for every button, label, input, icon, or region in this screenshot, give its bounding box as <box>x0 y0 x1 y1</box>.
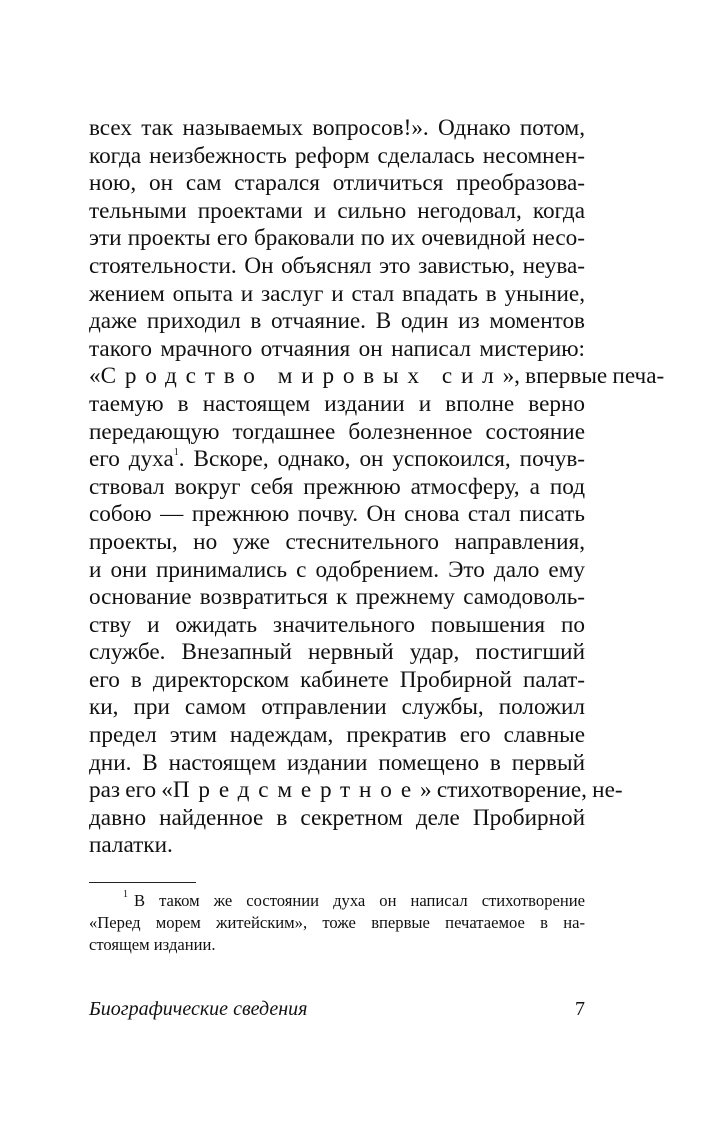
text-line-with-footnote-mark <box>89 446 585 474</box>
text-line: такого мрачного отчаяния он написал мистерию: <box>89 335 585 362</box>
footnote-divider <box>89 882 196 883</box>
spaced-title-predsmertnoe: Предсмертное <box>172 777 421 804</box>
text-line-with-title <box>89 363 665 391</box>
text-line: даже приходил в отчаяние. В один из моментов <box>89 308 585 335</box>
text-line-last: палатки. <box>89 832 173 859</box>
footnote-line: стоящем издании. <box>89 935 216 955</box>
open-quote: « <box>89 363 101 390</box>
text-line: его в директорском кабинете Пробирной палат- <box>89 666 585 693</box>
text-line: стоятельности. Он объяснял это завистью, неува- <box>89 252 585 279</box>
text-line-with-title <box>89 777 623 805</box>
text-line: и они принимались с одобрением. Это дало ему <box>89 556 585 583</box>
line-start: его духа <box>89 446 174 473</box>
running-title: Биографические сведения <box>89 998 308 1020</box>
body-text <box>89 115 665 860</box>
spaced-title-mystery: Сродство мировых сил <box>100 363 503 390</box>
text-line: проекты, но уже стеснительного направления, <box>89 528 585 555</box>
text-line: когда неизбежность реформ сделалась несомнен- <box>89 142 585 169</box>
footnote-line: «Перед морем житейским», тоже впервые печатаемое в на- <box>89 913 585 933</box>
text-line: ною, он сам старался отличиться преобразова- <box>89 170 585 197</box>
footnote-line <box>89 890 585 912</box>
text-line: ки, при самом отправлении службы, положил <box>89 694 585 721</box>
text-line: эти проекты его браковали по их очевидной несо- <box>89 225 585 252</box>
line-remainder: » стихотворение, не- <box>420 777 623 804</box>
text-line: ствовал вокруг себя прежнюю атмосферу, а под <box>89 473 585 500</box>
line-start: раз его « <box>89 777 173 804</box>
text-line: дни. В настоящем издании помещено в первый <box>89 749 585 776</box>
text-line: основание возвратиться к прежнему самодоволь- <box>89 584 585 611</box>
text-line: тельными проектами и сильно негодовал, когда <box>89 197 585 224</box>
page-number: 7 <box>575 998 585 1020</box>
text-line: передающую тогдашнее болезненное состояние <box>89 418 585 445</box>
text-line: таемую в настоящем издании и вполне верно <box>89 390 585 417</box>
text-line: жением опыта и заслуг и стал впадать в уныние, <box>89 280 585 307</box>
footnote-reference[interactable]: 1 <box>173 447 179 459</box>
text-line: предел этим надеждам, прекратив его славные <box>89 722 585 749</box>
text-line: давно найденное в секретном деле Пробирной <box>89 804 585 831</box>
footnote <box>89 890 585 957</box>
footnote-text: В таком же состоянии духа он написал стихотворение <box>134 891 585 910</box>
line-remainder: », впервые печа- <box>502 363 665 390</box>
text-line: ству и ожидать значительного повышения по <box>89 611 585 638</box>
text-line: всех так называемых вопросов!». Однако потом, <box>89 115 585 141</box>
line-remainder: . Вскоре, однако, он успокоился, почув- <box>178 446 585 473</box>
page-footer <box>89 996 585 1022</box>
text-line: собою — прежнюю почву. Он снова стал писать <box>89 501 585 528</box>
footnote-mark: 1 <box>123 889 128 901</box>
text-line: службе. Внезапный нервный удар, постигший <box>89 639 585 666</box>
